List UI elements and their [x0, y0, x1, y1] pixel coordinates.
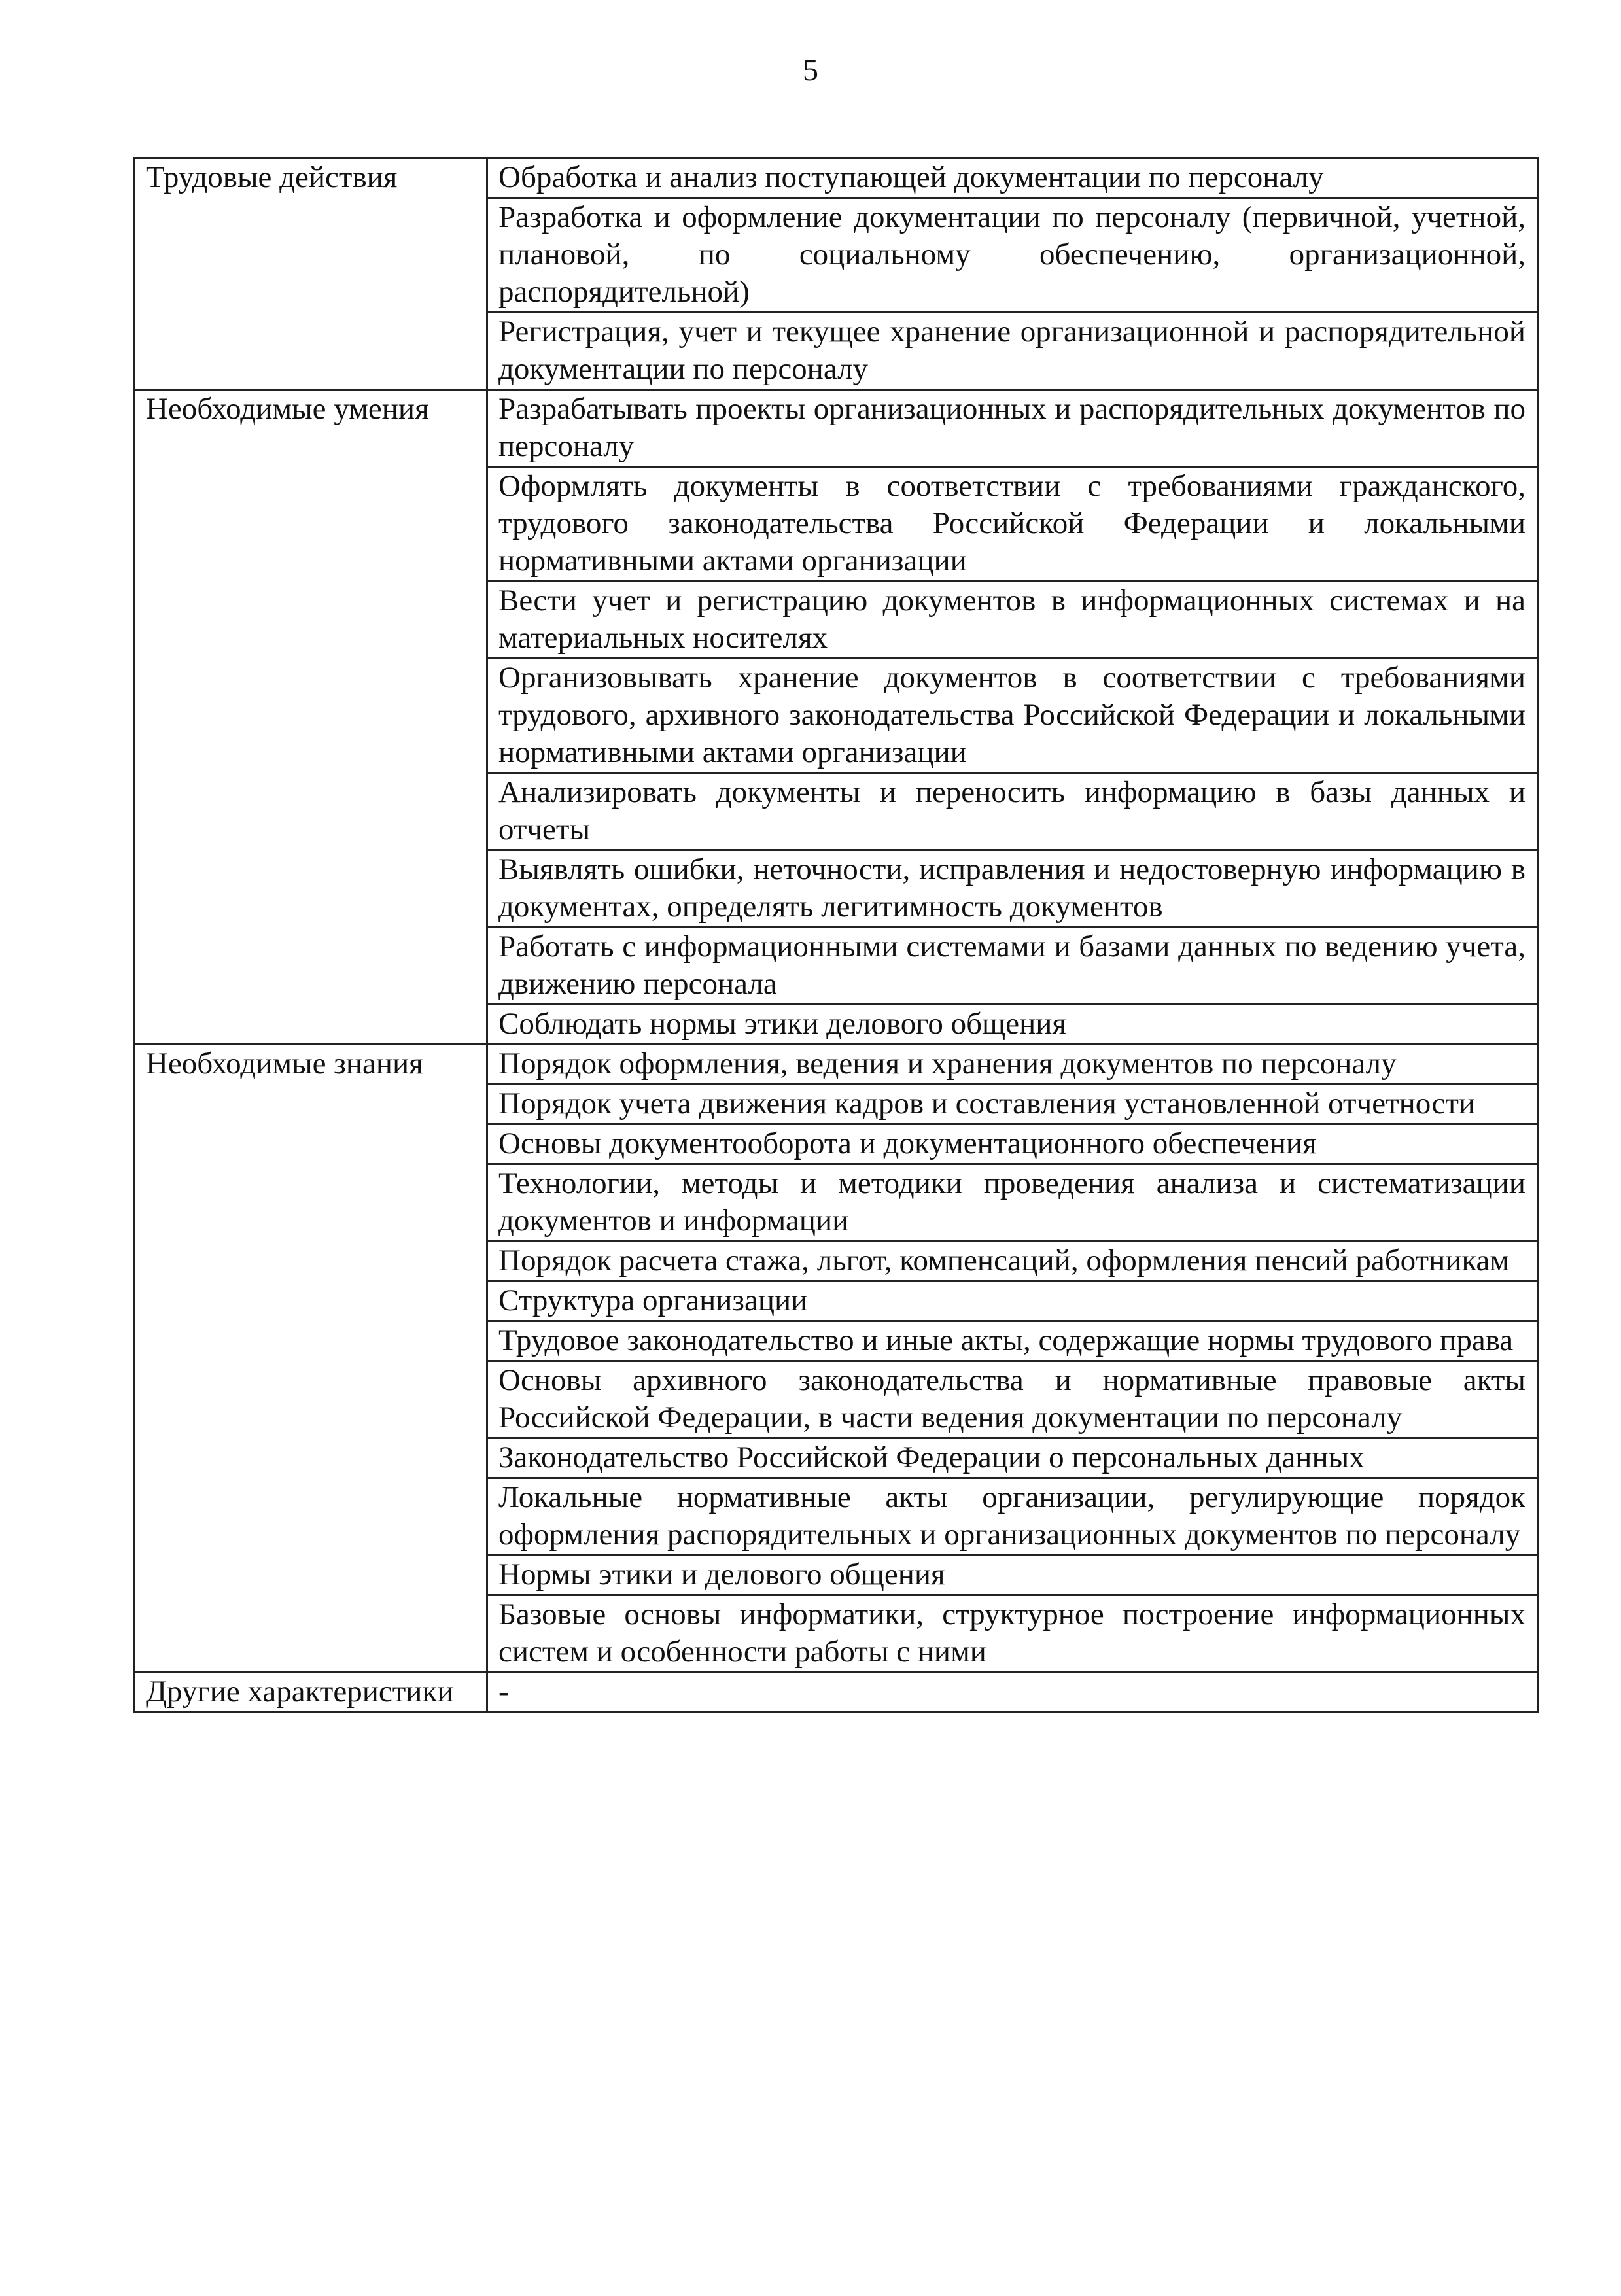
- table-cell-item: Порядок учета движения кадров и составления установленной отчетности: [487, 1085, 1539, 1124]
- table-cell-item: Регистрация, учет и текущее хранение организационной и распорядительной документации по персоналу: [487, 313, 1539, 390]
- table-row: [135, 158, 1539, 198]
- table-cell-item: Анализировать документы и переносить информацию в базы данных и отчеты: [487, 773, 1539, 850]
- requirements-table-body: [135, 158, 1539, 1713]
- table-row: [135, 1673, 1539, 1713]
- requirements-table: [133, 157, 1539, 1713]
- table-cell-item: Разрабатывать проекты организационных и распорядительных документов по персоналу: [487, 390, 1539, 467]
- page-number: 5: [803, 53, 818, 88]
- table-cell-item: -: [487, 1673, 1539, 1713]
- table-cell-item: Выявлять ошибки, неточности, исправления и недостоверную информацию в документах, определять легитимность документов: [487, 850, 1539, 928]
- table-cell-item: Трудовое законодательство и иные акты, содержащие нормы трудового права: [487, 1321, 1539, 1361]
- table-cell-item: Законодательство Российской Федерации о персональных данных: [487, 1438, 1539, 1478]
- table-cell-item: Разработка и оформление документации по персоналу (первичной, учетной, плановой, по социальному обеспечению, организационной, распорядительной): [487, 198, 1539, 313]
- table-row: [135, 390, 1539, 467]
- table-cell-item: Организовывать хранение документов в соответствии с требованиями трудового, архивного законодательства Российской Федерации и локальными нормативными актами организации: [487, 659, 1539, 773]
- table-cell-item: Базовые основы информатики, структурное построение информационных систем и особенности работы с ними: [487, 1595, 1539, 1673]
- table-cell-item: Работать с информационными системами и базами данных по ведению учета, движению персонала: [487, 928, 1539, 1005]
- table-cell-item: Соблюдать нормы этики делового общения: [487, 1005, 1539, 1045]
- section-label-required-skills: Необходимые умения: [135, 390, 487, 1045]
- table-row: [135, 1045, 1539, 1085]
- table-cell-item: Технологии, методы и методики проведения анализа и систематизации документов и информации: [487, 1164, 1539, 1242]
- table-cell-item: Локальные нормативные акты организации, регулирующие порядок оформления распорядительных и организационных документов по персоналу: [487, 1478, 1539, 1556]
- section-label-labor-actions: Трудовые действия: [135, 158, 487, 390]
- table-cell-item: Обработка и анализ поступающей документации по персоналу: [487, 158, 1539, 198]
- table-cell-item: Порядок расчета стажа, льгот, компенсаций, оформления пенсий работникам: [487, 1242, 1539, 1281]
- table-cell-item: Основы документооборота и документационного обеспечения: [487, 1124, 1539, 1164]
- section-label-required-knowledge: Необходимые знания: [135, 1045, 487, 1673]
- section-label-other-characteristics: Другие характеристики: [135, 1673, 487, 1713]
- table-cell-item: Вести учет и регистрацию документов в информационных системах и на материальных носителях: [487, 582, 1539, 659]
- table-cell-item: Оформлять документы в соответствии с требованиями гражданского, трудового законодательства Российской Федерации и локальными нормативными актами организации: [487, 467, 1539, 582]
- table-cell-item: Основы архивного законодательства и нормативные правовые акты Российской Федерации, в части ведения документации по персоналу: [487, 1361, 1539, 1438]
- table-cell-item: Порядок оформления, ведения и хранения документов по персоналу: [487, 1045, 1539, 1085]
- table-cell-item: Структура организации: [487, 1281, 1539, 1321]
- table-cell-item: Нормы этики и делового общения: [487, 1556, 1539, 1595]
